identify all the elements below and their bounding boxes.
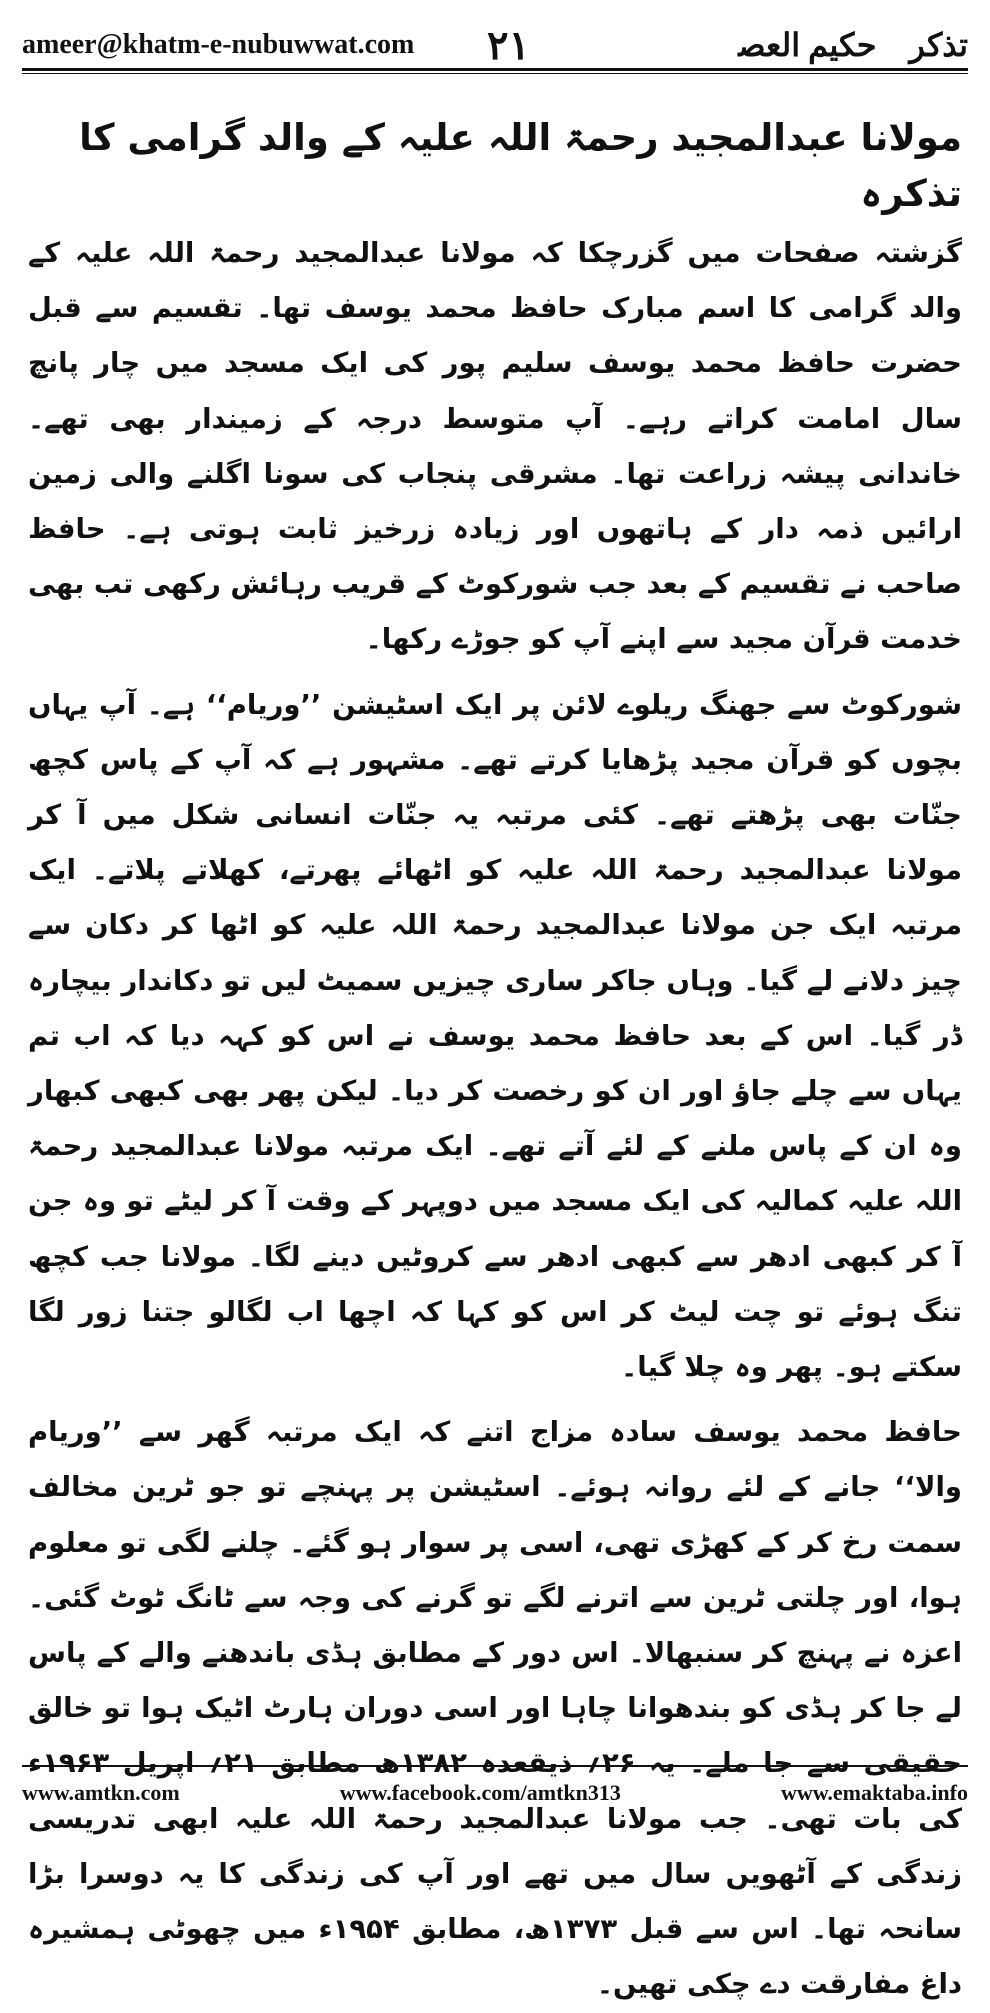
footer-link-facebook[interactable]: www.facebook.com/amtkn313 — [339, 1780, 621, 1805]
page-header — [22, 22, 968, 68]
page-number: ۲۱ — [487, 23, 530, 68]
paragraph: حافظ محمد یوسف سادہ مزاج اتنے کہ ایک مرتبہ گھر سے ’’وریام والا‘‘ جانے کے لئے روانہ ہوئے۔ اسٹیشن پر پہنچے تو جو ٹرین مخالف سمت رخ کر کے کھڑی تھی، اسی پر سوار ہو گئے۔ چلنے لگی تو معلوم ہوا، اور چلتی ٹرین سے اترنے لگے تو گرنے کی وجہ سے ٹانگ ٹوٹ گئی۔ اعزہ نے پہنچ کر سنبھالا۔ اس دور کے مطابق ہڈی باندھنے والے کے پاس لے جا کر ہڈی کو بندھوانا چاہا اور اسی دوران ہارٹ اٹیک ہوا تو خالق حقیقی سے جا ملے۔ یہ ۲۶؍ ذیقعدہ ۱۳۸۲ھ مطابق ۲۱؍ اپریل ۱۹۶۳ء کی بات تھی۔ جب مولانا عبدالمجید رحمۃ اللہ علیہ ابھی تدریسی زندگی کے آٹھویں سال میں تھے اور آپ کی زندگی کا یہ دوسرا بڑا سانحہ تھا۔ اس سے قبل ۱۳۷۳ھ، مطابق ۱۹۵۴ء میں چھوٹی ہمشیرہ داغ مفارقت دے چکی تھیں۔ — [28, 1416, 962, 2001]
paragraph: گزشتہ صفحات میں گزرچکا کہ مولانا عبدالمجید رحمۃ اللہ علیہ کے والد گرامی کا اسم مبارک حافظ محمد یوسف تھا۔ تقسیم سے قبل حضرت حافظ محمد یوسف سلیم پور کی ایک مسجد میں چار پانچ سال امامت کراتے رہے۔ آپ متوسط درجہ کے زمیندار بھی تھے۔ خاندانی پیشہ زراعت تھا۔ مشرقی پنجاب کی سونا اگلنے والی زمین ارائیں ذمہ دار کے ہاتھوں اور زیادہ زرخیز ثابت ہوتی ہے۔ حافظ صاحب نے تقسیم کے بعد جب شورکوٹ کے قریب رہائش رکھی تب بھی خدمت قرآن مجید سے اپنے آپ کو جوڑے رکھا۔ — [28, 237, 962, 656]
article-heading: مولانا عبدالمجید رحمۃ اللہ علیہ کے والد گرامی کا تذکرہ — [79, 116, 962, 215]
paragraph: شورکوٹ سے جھنگ ریلوے لائن پر ایک اسٹیشن ’’وریام‘‘ ہے۔ آپ یہاں بچوں کو قرآن مجید پڑھایا کرتے تھے۔ مشہور ہے کہ آپ کے پاس کچھ جنّات بھی پڑھتے تھے۔ کئی مرتبہ یہ جنّات انسانی شکل میں آ کر مولانا عبدالمجید رحمۃ اللہ علیہ کو اٹھائے پھرتے، کھلاتے پلاتے۔ ایک مرتبہ ایک جن مولانا عبدالمجید رحمۃ اللہ علیہ کو اٹھا کر دکان سے چیز دلانے لے گیا۔ وہاں جاکر ساری چیزیں سمیٹ لیں تو دکاندار بیچارہ ڈر گیا۔ اس کے بعد حافظ محمد یوسف نے اس کو کہہ دیا کہ اب تم یہاں سے چلے جاؤ اور ان کو رخصت کر دیا۔ لیکن پھر بھی کبھی کبھار وہ ان کے پاس ملنے کے لئے آتے تھے۔ ایک مرتبہ مولانا عبدالمجید رحمۃ اللہ علیہ کمالیہ کی ایک مسجد میں دوپہر کے وقت آ کر لیٹے تو وہ جن آ کر کبھی ادھر سے کبھی ادھر سے کروٹیں دینے لگا۔ مولانا جب کچھ تنگ ہوئے تو چت لیٹ کر اس کو کہا کہ اچھا اب لگالو جتنا زور لگا سکتے ہو۔ پھر وہ چلا گیا۔ — [28, 688, 962, 1384]
footer-rule — [22, 1765, 968, 1767]
book-title: تذکرہ حکیم العصرؒ — [688, 27, 968, 63]
footer-link-amtkn[interactable]: www.amtkn.com — [22, 1780, 180, 1805]
footer-link-emaktaba[interactable]: www.emaktaba.info — [780, 1780, 968, 1805]
header-email: ameer@khatm-e-nubuwwat.com — [22, 29, 415, 60]
header-rule — [22, 68, 968, 71]
header-rule-thin — [22, 73, 968, 74]
page-footer — [22, 1778, 968, 1808]
